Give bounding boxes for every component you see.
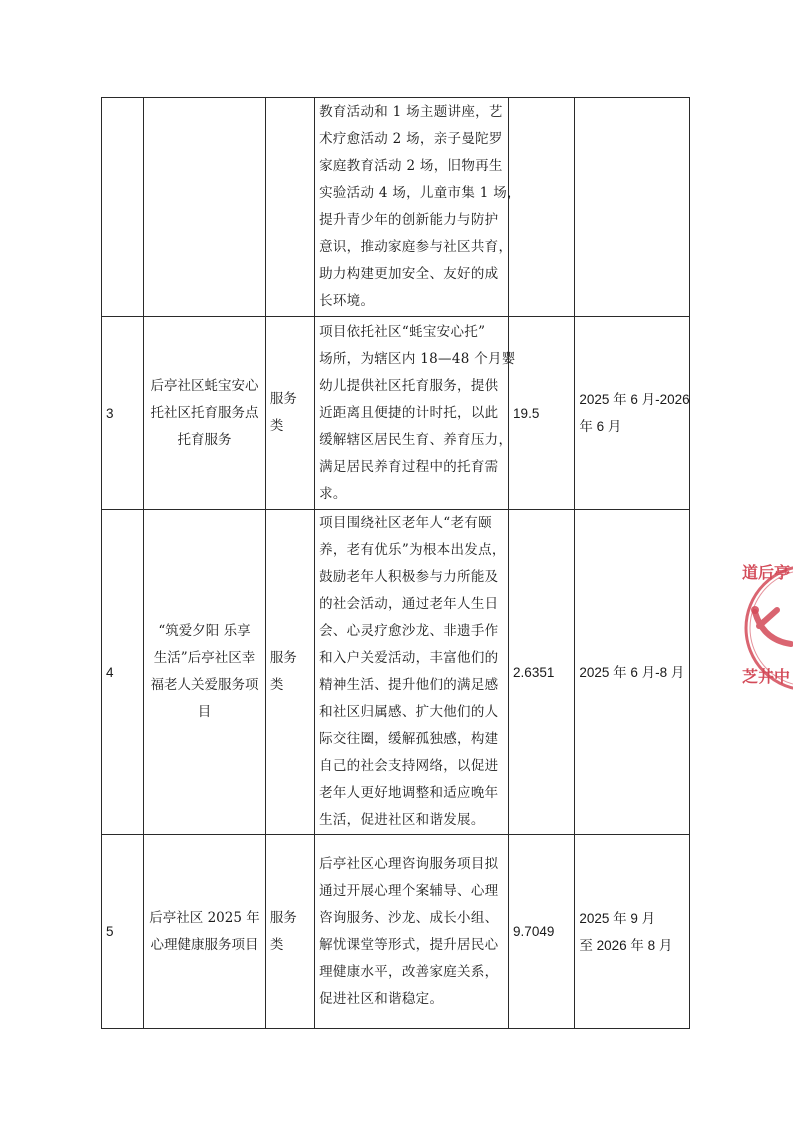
description-line: 实验活动 4 场，儿童市集 1 场， <box>319 185 521 201</box>
cell-project-description <box>315 835 509 1029</box>
project-name-line: “筑爱夕阳 乐享 <box>158 623 251 639</box>
seal-text-top: 道后亭 <box>742 563 791 582</box>
amount-value: 9.7049 <box>513 924 555 939</box>
project-name-line: 托社区托育服务点 <box>150 404 259 421</box>
project-name-line: 后亭社区 2025 年 <box>149 909 260 926</box>
table-row <box>102 317 690 510</box>
period-line: 2025 年 9 月 <box>579 910 656 926</box>
cell-period <box>575 317 690 510</box>
cell-project-type <box>265 98 314 317</box>
table-row <box>102 98 690 317</box>
project-name-line: 福老人关爱服务项 <box>150 677 259 693</box>
cell-number <box>102 510 144 835</box>
row-number: 5 <box>106 924 114 939</box>
description-line: 近距离且便捷的计时托，以此 <box>319 404 499 421</box>
description-line: 家庭教育活动 2 场，旧物再生 <box>319 158 503 174</box>
period-line: 至 2026 年 8 月 <box>579 937 673 953</box>
description-line: 老年人更好地调整和适应晚年 <box>319 785 499 801</box>
project-name-line: 后亭社区蚝宝安心 <box>150 377 259 394</box>
description-line: 生活，促进社区和谐发展。 <box>319 812 485 828</box>
description-line: 会、心灵疗愈沙龙、非遗手作 <box>319 623 499 639</box>
description-line: 教育活动和 1 场主题讲座，艺 <box>319 104 503 120</box>
cell-project-name <box>144 835 266 1029</box>
seal-text-bottom: 芝井中 <box>742 667 791 686</box>
description-line: 场所，为辖区内 18—48 个月婴 <box>319 350 516 367</box>
description-line: 解忧课堂等形式，提升居民心 <box>319 936 499 953</box>
cell-amount <box>509 317 575 510</box>
period-line: 2025 年 6 月-2026 <box>579 392 690 407</box>
description-line: 满足居民养育过程中的托育需 <box>319 458 499 475</box>
table-row <box>102 835 690 1029</box>
cell-period <box>575 510 690 835</box>
period-line: 2025 年 6 月-8 月 <box>579 664 685 680</box>
description-line: 咨询服务、沙龙、成长小组、 <box>319 909 499 926</box>
description-line: 后亭社区心理咨询服务项目拟 <box>319 855 499 872</box>
cell-number <box>102 98 144 317</box>
cell-amount <box>509 98 575 317</box>
description-line: 和社区归属感、扩大他们的人 <box>319 704 499 720</box>
cell-project-name <box>144 510 266 835</box>
cell-project-name <box>144 98 266 317</box>
cell-amount <box>509 510 575 835</box>
cell-project-type <box>265 317 314 510</box>
amount-value: 19.5 <box>513 405 540 421</box>
description-line: 际交往圈，缓解孤独感，构建 <box>319 731 499 747</box>
table-row <box>102 510 690 835</box>
description-line: 意识，推动家庭参与社区共育， <box>319 239 513 255</box>
cell-project-description <box>315 98 521 317</box>
cell-project-description <box>315 510 509 835</box>
project-type: 服务类 <box>269 909 297 953</box>
row-number: 3 <box>106 405 114 421</box>
description-line: 助力构建更加安全、友好的成 <box>319 266 499 282</box>
cell-period <box>575 98 690 317</box>
description-line: 术疗愈活动 2 场，亲子曼陀罗 <box>319 131 503 147</box>
description-line: 缓解辖区居民生育、养育压力， <box>319 431 513 448</box>
cell-project-type <box>265 835 314 1029</box>
cell-project-description <box>315 317 516 510</box>
amount-value: 2.6351 <box>513 664 555 680</box>
period-line: 年 6 月 <box>579 419 622 434</box>
project-table <box>101 97 690 1029</box>
description-line: 自己的社会支持网络，以促进 <box>319 758 499 774</box>
description-line: 项目依托社区“蚝宝安心托” <box>319 323 486 340</box>
description-line: 的社会活动，通过老年人生日 <box>319 596 499 612</box>
project-type: 服务类 <box>269 650 297 693</box>
description-line: 养，老有优乐”为根本出发点， <box>319 542 506 558</box>
cell-amount <box>509 835 575 1029</box>
description-line: 精神生活、提升他们的满足感 <box>319 677 499 693</box>
description-line: 项目围绕社区老年人“老有颐 <box>319 515 492 531</box>
row-number: 4 <box>106 664 114 680</box>
description-line: 提升青少年的创新能力与防护 <box>319 212 499 228</box>
description-line: 通过开展心理个案辅导、心理 <box>319 882 499 899</box>
cell-period <box>575 835 690 1029</box>
cell-number <box>102 835 144 1029</box>
project-name-line: 心理健康服务项目 <box>150 936 259 953</box>
description-line: 和入户关爱活动，丰富他们的 <box>319 650 499 666</box>
description-line: 长环境。 <box>319 293 375 309</box>
project-name-line: 生活”后亭社区幸 <box>153 650 256 666</box>
cell-project-type <box>265 510 314 835</box>
cell-number <box>102 317 144 510</box>
description-line: 鼓励老年人积极参与力所能及 <box>319 569 499 585</box>
cell-project-name <box>144 317 266 510</box>
project-name-line: 目 <box>197 704 212 720</box>
project-table-body <box>102 98 690 1029</box>
project-type: 服务类 <box>269 391 297 434</box>
description-line: 幼儿提供社区托育服务，提供 <box>319 377 499 394</box>
description-line: 求。 <box>319 485 347 502</box>
description-line: 促进社区和谐稳定。 <box>319 990 444 1007</box>
project-name-line: 托育服务 <box>177 431 232 448</box>
description-line: 理健康水平，改善家庭关系， <box>319 963 499 980</box>
